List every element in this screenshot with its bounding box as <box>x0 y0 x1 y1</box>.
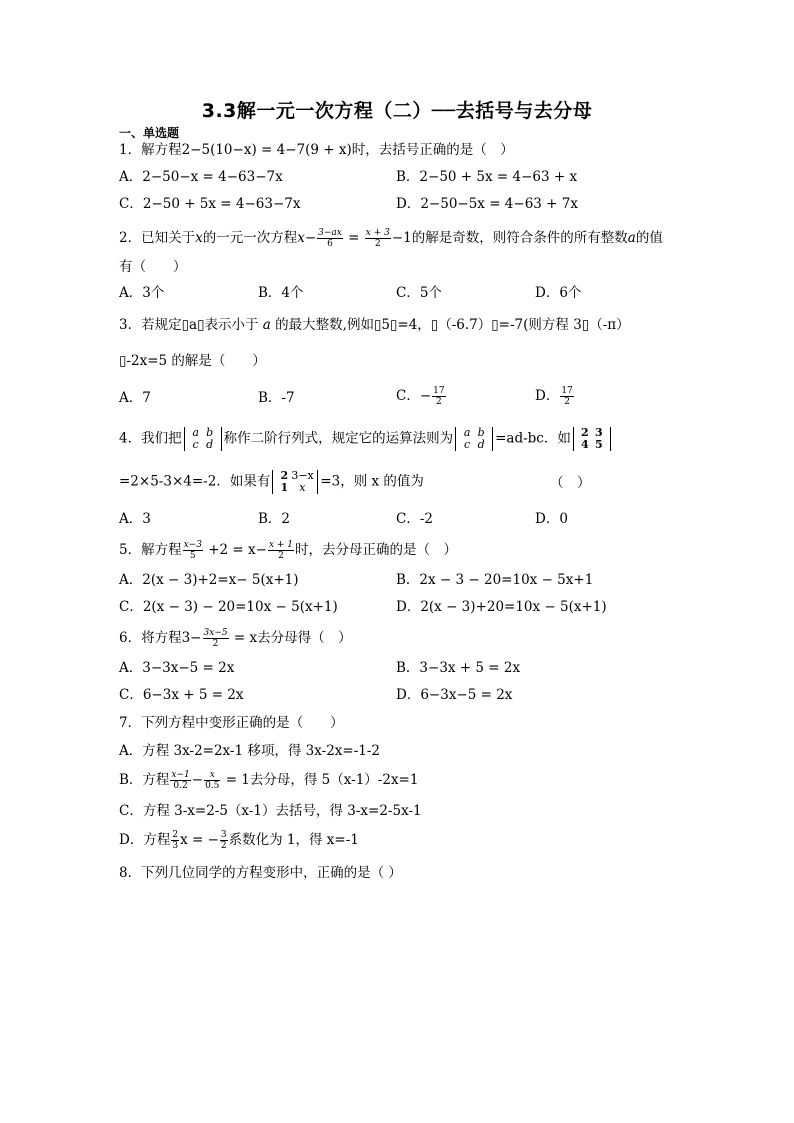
q6-option-a: A．3−3x−5 = 2x <box>119 660 235 676</box>
q2-eq: = <box>343 230 364 246</box>
q6-option-c: C．6−3x + 5 = 2x <box>119 687 244 703</box>
q2-text: 的值 <box>635 230 663 246</box>
q3-var: a <box>262 317 271 333</box>
q2-eq: x <box>297 230 305 246</box>
q3-stem <box>119 316 630 334</box>
q3-option-b: B．-7 <box>258 390 295 406</box>
q2-option-a: A．3个 <box>119 285 165 301</box>
q4-stem: 4．我们把 a b c d 称作二阶行列式，规定它的运算法则为 a b c d =ad-bc．如 2 3 4 5 <box>119 427 613 451</box>
q3-option-c: C．− $\frac{17}{2}$ <box>396 386 445 407</box>
q4-determinant-2: a b c d <box>455 427 493 451</box>
q3-text: 3．若规定▯a▯表示小于 <box>119 317 259 333</box>
q7-option-c: C．方程 3-x=2-5（x-1）去括号，得 3-x=2-5x-1 <box>119 803 422 819</box>
q4-option-b: B．2 <box>258 511 291 527</box>
q4-determinant-3: 2 3 4 5 <box>573 427 611 451</box>
q5-stem: 5．解方程 $\frac{x-3}{5}$ +2 = x− $\frac{x + 1}{2}$ 时，去分母正确的是（ ） <box>119 540 458 561</box>
q2-stem <box>119 228 663 249</box>
q4-determinant-1: a b c d <box>184 427 222 451</box>
q2-option-b: B．4个 <box>258 285 304 301</box>
q2-eq: − <box>304 230 317 246</box>
q4-answer-paren: （ ） <box>550 475 591 491</box>
page-title: 3.3解一元一次方程（二）──去括号与去分母 <box>201 100 593 122</box>
q7-option-b: B．方程 $\frac{x-1}{0.2}$ − $\frac{x}{0.5}$ = 1去分母，得 5（x-1）-2x=1 <box>119 770 419 791</box>
q3-text: 的最大整数,例如▯5▯=4，▯（-6.7）▯=-7(则方程 3▯（-π） <box>275 317 630 333</box>
q2-var: x <box>195 230 203 246</box>
q2-text: 的一元一次方程 <box>202 230 298 246</box>
q2-text: 的解是奇数，则符合条件的所有整数 <box>411 230 628 246</box>
q3-stem-line2: ▯-2x=5 的解是（ ） <box>119 353 266 369</box>
section-heading: 一、单选题 <box>119 126 180 140</box>
q5-option-b: B．2x − 3 − 20=10x − 5x+1 <box>396 572 594 588</box>
q6-option-b: B．3−3x + 5 = 2x <box>396 660 521 676</box>
q2-option-d: D．6个 <box>535 285 582 301</box>
q1-stem: 1．解方程2−5(10−x) = 4−7(9 + x)时，去括号正确的是（ ） <box>119 142 514 158</box>
q4-determinant-4: 2 3−x 1 x <box>272 470 318 494</box>
q2-text: 2．已知关于 <box>119 230 196 246</box>
q2-fraction-2: $\frac{x + 3}{2}$ <box>365 228 390 249</box>
q7-stem: 7．下列方程中变形正确的是（ ） <box>119 715 344 731</box>
q2-stem-line2: 有（ ） <box>119 259 187 275</box>
q5-option-a: A．2(x − 3)+2=x− 5(x+1) <box>119 572 299 588</box>
q2-eq: −1 <box>391 230 412 246</box>
q8-stem: 8．下列几位同学的方程变形中，正确的是（ ） <box>119 865 402 881</box>
q6-option-d: D．6−3x−5 = 2x <box>396 687 513 703</box>
q2-fraction-1: $\frac{3-ax}{6}$ <box>318 228 342 249</box>
q1-option-b: B．2−50 + 5x = 4−63 + x <box>396 169 578 185</box>
q6-stem: 6．将方程3− $\frac{3x-5}{2}$ = x去分母得（ ） <box>119 628 352 649</box>
q3-option-d: D． $\frac{17}{2}$ <box>535 386 573 407</box>
q4-option-c: C．-2 <box>396 511 433 527</box>
q4-option-d: D．0 <box>535 511 568 527</box>
q7-option-a: A．方程 3x-2=2x-1 移项，得 3x-2x=-1-2 <box>119 743 381 759</box>
q4-option-a: A．3 <box>119 511 151 527</box>
q1-option-a: A．2−50−x = 4−63−7x <box>119 169 283 185</box>
q3-option-a: A．7 <box>119 390 151 406</box>
q5-option-c: C．2(x − 3) − 20=10x − 5(x+1) <box>119 599 338 615</box>
q2-var: a <box>627 230 636 246</box>
q4-stem-line2: =2×5-3×4=-2．如果有 2 3−x 1 x =3，则 x 的值为 <box>119 469 424 494</box>
q2-option-c: C．5个 <box>396 285 442 301</box>
q1-option-c: C．2−50 + 5x = 4−63−7x <box>119 196 301 212</box>
q7-option-d: D．方程 $\frac{2}{3}$ x = − $\frac{3}{2}$ 系数化为 1，得 x=-1 <box>119 830 359 851</box>
q5-option-d: D．2(x − 3)+20=10x − 5(x+1) <box>396 599 607 615</box>
q1-option-d: D．2−50−5x = 4−63 + 7x <box>396 196 578 212</box>
